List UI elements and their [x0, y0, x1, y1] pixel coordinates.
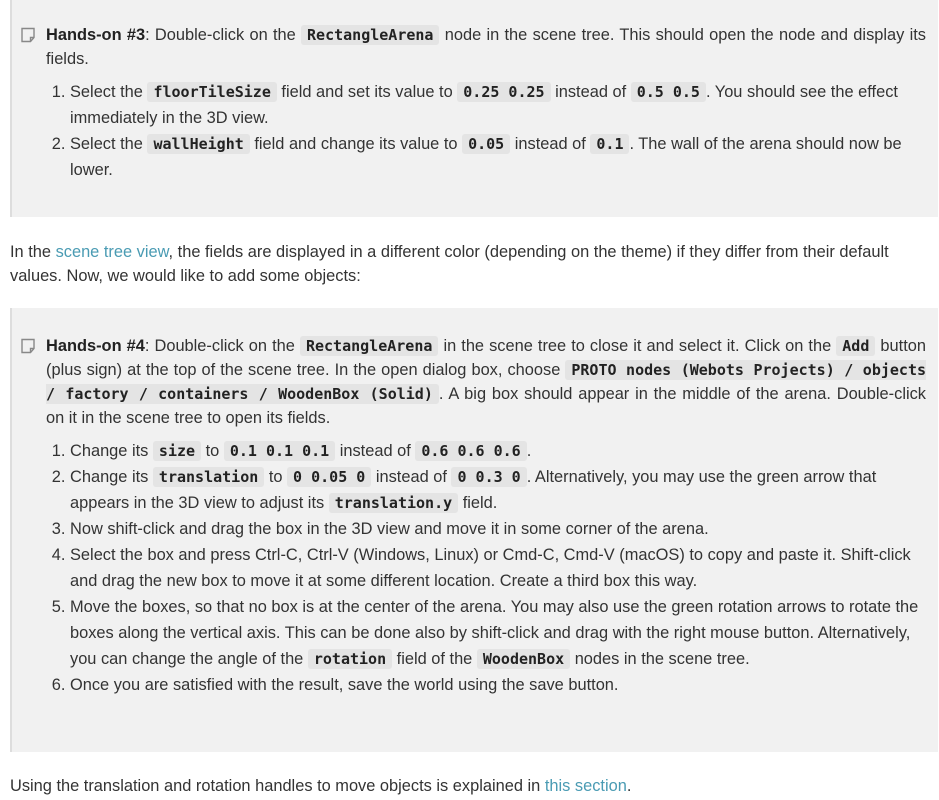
hands-on-3-steps [46, 79, 926, 183]
code-floor-tile-size: floorTileSize [147, 82, 276, 102]
code-proto-path: PROTO nodes (Webots Projects) / objects / factory / containers / WoodenBox (Solid) [46, 361, 927, 403]
text: . A big box should appear in the middle of the arena. Double-click on it in the scene tree to open its fields. [46, 385, 927, 427]
list-item [70, 131, 926, 183]
list-item: 6. Once you are satisfied with the result, save the world using the save button. [70, 672, 926, 698]
this-section-link[interactable]: this section [544, 777, 627, 795]
text: to [264, 468, 288, 486]
code-value: 0.1 0.1 0.1 [224, 441, 335, 461]
note-icon [20, 338, 36, 354]
code-value: 0.1 [590, 134, 629, 154]
text: instead of [335, 442, 416, 460]
code-rectangle-arena: RectangleArena [300, 336, 438, 356]
code-value: 0.25 0.25 [457, 82, 550, 102]
text: : Double-click on the [144, 337, 300, 355]
hands-on-3-intro [46, 23, 926, 71]
text: instead of [371, 468, 452, 486]
list-item [70, 79, 926, 131]
hands-on-4-callout [10, 308, 938, 752]
code-value: 0 0.05 0 [287, 467, 371, 487]
hands-on-4-title: Hands-on #4 [46, 337, 145, 355]
list-item [70, 594, 926, 672]
code-translation: translation [153, 467, 264, 487]
text: Change its [70, 468, 153, 486]
text: , the fields are displayed in a different color (depending on the theme) if they differ from their default values. Now, we would like to add some objects: [10, 243, 889, 285]
text: node in the scene tree. This should open the node and display its fields. [46, 26, 926, 68]
hands-on-4-steps [46, 438, 926, 698]
code-wooden-box: WoodenBox [477, 649, 570, 669]
text: instead of [550, 83, 631, 101]
code-wall-height: wallHeight [147, 134, 249, 154]
list-item [70, 438, 926, 464]
note-icon [20, 27, 36, 43]
code-translation-y: translation.y [329, 493, 458, 513]
text: to [201, 442, 224, 460]
code-value: 0.6 0.6 0.6 [415, 441, 526, 461]
code-rotation: rotation [308, 649, 392, 669]
text: field of the [392, 650, 477, 668]
hands-on-3-title: Hands-on #3 [46, 26, 146, 44]
text: in the scene tree to close it and select it. Click on the [438, 337, 837, 355]
code-value: 0.5 0.5 [631, 82, 706, 102]
text: . The wall of the arena should now be lower. [70, 135, 902, 179]
code-add: Add [836, 336, 875, 356]
code-value: 0 0.3 0 [451, 467, 526, 487]
text: nodes in the scene tree. [570, 650, 750, 668]
text: Select the [70, 83, 148, 101]
text: field. [458, 494, 498, 512]
text: instead of [510, 135, 591, 153]
text: . You should see the effect immediately in the 3D view. [70, 83, 898, 127]
text: . Alternatively, you may use the green arrow that appears in the 3D view to adjust its [70, 468, 877, 512]
hands-on-3-callout [10, 0, 938, 217]
text: field and change its value to [249, 135, 463, 153]
scene-tree-paragraph [10, 240, 938, 288]
handles-paragraph [10, 774, 938, 798]
text: : Double-click on the [145, 26, 302, 44]
list-item: 3. Now shift-click and drag the box in the 3D view and move it in some corner of the arena. [70, 516, 926, 542]
text: . [626, 777, 632, 795]
text: button (plus sign) at the top of the scene tree. In the open dialog box, choose [46, 337, 927, 379]
list-item [70, 464, 926, 516]
text: Change its [70, 442, 153, 460]
hands-on-4-intro [46, 334, 926, 430]
list-item: 4. Select the box and press Ctrl-C, Ctrl-V (Windows, Linux) or Cmd-C, Cmd-V (macOS) to copy and paste it. Shift-click and drag the new box to move it at some different location. Create a third box this way. [70, 542, 926, 594]
code-value: 0.05 [462, 134, 510, 154]
text: . [526, 442, 532, 460]
text: In the [10, 243, 56, 261]
code-size: size [153, 441, 201, 461]
text: Select the [70, 135, 148, 153]
text: Move the boxes, so that no box is at the center of the arena. You may also use the green rotation arrows to rotate the boxes along the vertical axis. This can be done also by shift-click and drag with the right mouse button. Alternatively, you can change the angle of the [70, 598, 919, 668]
text: field and set its value to [276, 83, 458, 101]
text: Using the translation and rotation handles to move objects is explained in [10, 777, 545, 795]
scene-tree-view-link[interactable]: scene tree view [55, 243, 169, 261]
code-rectangle-arena: RectangleArena [301, 25, 439, 45]
